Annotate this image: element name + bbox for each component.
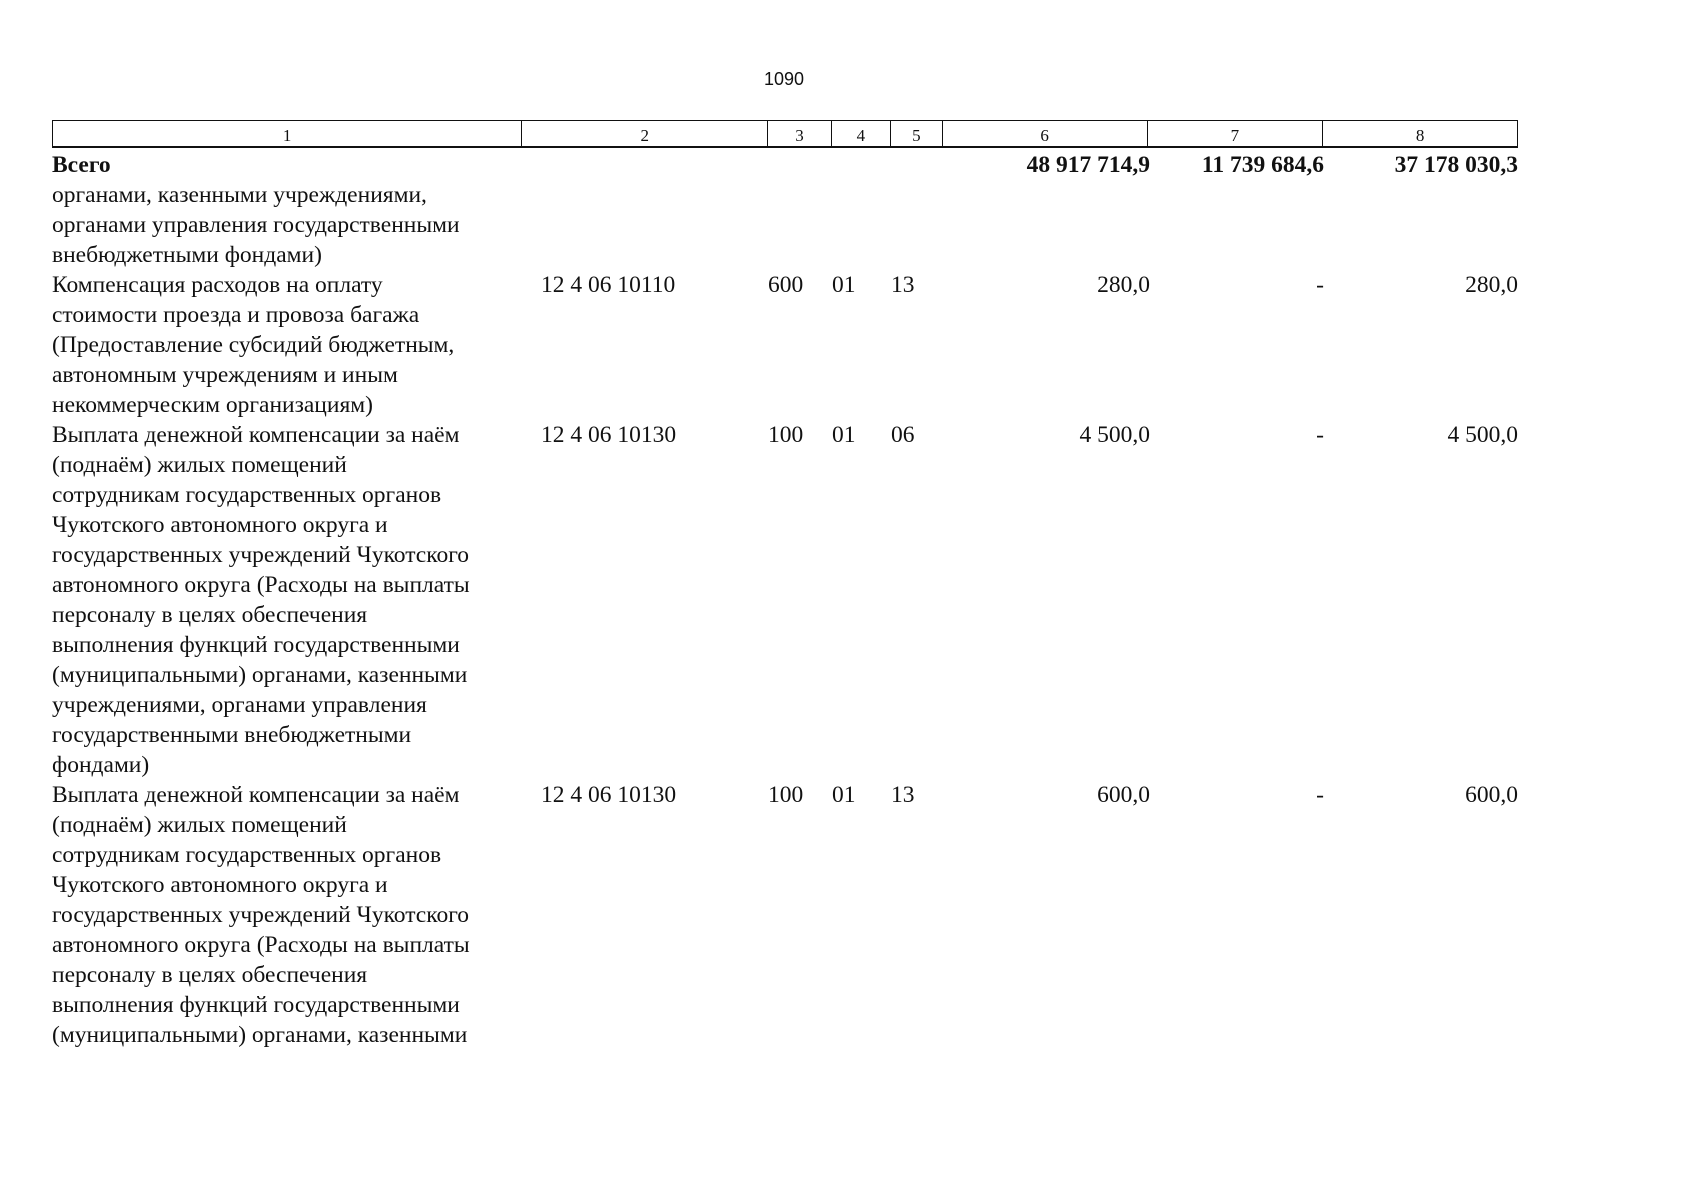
row-col6: 600,0 [1097,782,1150,808]
row-code: 12 4 06 10130 [541,782,677,808]
row-col5: 13 [891,272,915,298]
table-row [52,270,1520,420]
row-code: 12 4 06 10110 [541,272,676,298]
row-description: Компенсация расходов на оплату стоимости проезда и провоза багажа (Предоставление субсидий бюджетным, автономным учреждениям и иным некоммерческим организациям) [52,272,455,418]
column-number-5: 5 [891,121,943,146]
row-col7: - [1316,422,1324,448]
total-col7: 11 739 684,6 [1201,152,1324,178]
row-code: 12 4 06 10130 [541,422,677,448]
row-col5: 13 [891,782,915,808]
row-col4: 01 [832,782,856,808]
column-number-6: 6 [943,121,1148,146]
table-row [52,420,1520,780]
total-col8: 37 178 030,3 [1394,152,1518,178]
column-number-1: 1 [53,121,522,146]
column-number-8: 8 [1415,126,1425,145]
row-col3: 100 [768,422,804,448]
table-row [52,180,1520,270]
total-label: Всего [52,152,111,178]
row-col6: 280,0 [1097,272,1150,298]
row-col8: 600,0 [1465,782,1518,808]
row-col7: - [1316,272,1324,298]
column-number-header [52,120,1518,148]
page-number: 1090 [763,69,805,89]
row-col6: 4 500,0 [1079,422,1150,448]
total-row [52,150,1520,180]
row-description: Выплата денежной компенсации за наём (поднаём) жилых помещений сотрудникам государственных органов Чукотского автономного округа и государственных учреждений Чукотского автономного округа (Расходы на выплаты персоналу в целях обеспечения выполнения функций государственными (муниципальными) органами, казенными учреждениями, органами управления государственными внебюджетными фондами) [52,422,470,778]
row-col4: 01 [832,272,856,298]
row-col8: 280,0 [1465,272,1518,298]
table-row [52,780,1520,1050]
column-number-2: 2 [522,121,768,146]
row-col5: 06 [891,422,915,448]
row-col7: - [1316,782,1324,808]
column-number-7: 7 [1148,121,1324,146]
row-col3: 100 [768,782,804,808]
column-number-3: 3 [768,121,832,146]
column-number-4: 4 [832,121,891,146]
row-description: Выплата денежной компенсации за наём (поднаём) жилых помещений сотрудникам государственных органов Чукотского автономного округа и государственных учреждений Чукотского автономного округа (Расходы на выплаты персоналу в целях обеспечения выполнения функций государственными (муниципальными) органами, казенными [52,782,470,1048]
row-col4: 01 [832,422,856,448]
budget-table-body [52,150,1520,1050]
row-description: органами, казенными учреждениями, органами управления государственными внебюджетными фондами) [52,182,460,268]
row-col8: 4 500,0 [1447,422,1518,448]
total-col6: 48 917 714,9 [1026,152,1150,178]
row-col3: 600 [768,272,804,298]
